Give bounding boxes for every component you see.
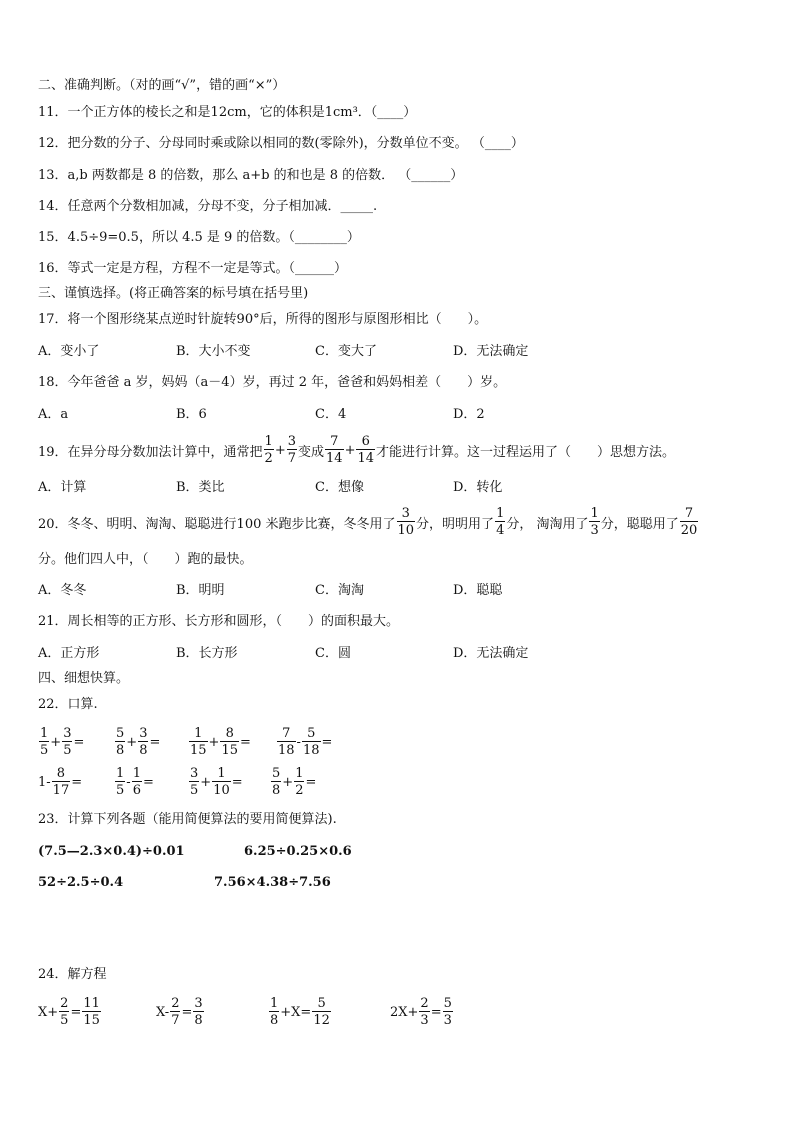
- equals-sign: =: [73, 734, 85, 750]
- prefix: 1-: [38, 774, 51, 790]
- equals-sign: =: [231, 774, 243, 790]
- equation-4: [390, 992, 454, 1032]
- fraction: $\frac{3}{8}$: [139, 726, 148, 758]
- fraction: $\frac{6}{14}$: [357, 434, 375, 466]
- operator: -: [126, 774, 131, 790]
- question-19: [38, 430, 675, 470]
- equals-sign: =: [430, 1004, 442, 1020]
- q20-option-c: C．淘淘: [315, 583, 364, 598]
- fraction: $\frac{5}{8}$: [116, 726, 125, 758]
- equation-2: [156, 992, 205, 1032]
- prefix: X-: [156, 1004, 170, 1020]
- q23-expression-2: 6.25÷0.25×0.6: [244, 844, 352, 859]
- q17-option-b: B．大小不变: [176, 344, 251, 359]
- q20-text-3: 分， 淘淘用了: [506, 516, 589, 532]
- oral-calc-item: [114, 762, 154, 802]
- fraction: $\frac{3}{10}$: [397, 506, 415, 538]
- plus-sign: +: [274, 442, 286, 458]
- question-14: 14．任意两个分数相加减，分母不变，分子相加减．_____.: [38, 199, 378, 214]
- q17-option-d: D．无法确定: [453, 344, 529, 359]
- section2-heading: 二、准确判断。（对的画“√”，错的画“×”）: [38, 78, 286, 93]
- fraction: $\frac{5}{18}$: [302, 726, 320, 758]
- q19-option-c: C．想像: [315, 480, 364, 495]
- fraction: $\frac{2}{5}$: [60, 996, 69, 1028]
- oral-calc-item: [38, 762, 82, 802]
- fraction: $\frac{2}{3}$: [420, 996, 429, 1028]
- fraction: $\frac{1}{2}$: [264, 434, 273, 466]
- fraction: $\frac{3}{5}$: [63, 726, 72, 758]
- question-21: 21．周长相等的正方形、长方形和圆形，（ ）的面积最大。: [38, 614, 400, 629]
- equals-sign: =: [149, 734, 161, 750]
- oral-calc-item: [270, 762, 316, 802]
- prefix: X+: [38, 1004, 59, 1020]
- q23-expression-4: 7.56×4.38÷7.56: [214, 875, 331, 890]
- fraction: $\frac{1}{5}$: [116, 766, 125, 798]
- q21-option-c: C．圆: [315, 646, 351, 661]
- fraction: $\frac{1}{10}$: [213, 766, 230, 798]
- fraction: $\frac{1}{3}$: [590, 506, 599, 538]
- fraction: $\frac{8}{15}$: [221, 726, 238, 758]
- fraction: $\frac{1}{6}$: [132, 766, 141, 798]
- question-22-title: 22．口算.: [38, 697, 98, 712]
- question-11: 11．一个正方体的棱长之和是12cm，它的体积是1cm³．（____）: [38, 105, 417, 120]
- fraction: $\frac{7}{14}$: [326, 434, 343, 466]
- fraction: $\frac{3}{8}$: [194, 996, 203, 1028]
- equals-sign: =: [71, 774, 83, 790]
- q19-suffix: 才能进行计算。这一过程运用了（ ）思想方法。: [376, 444, 676, 460]
- oral-calc-item: [188, 722, 251, 762]
- fraction: $\frac{7}{20}$: [680, 506, 698, 538]
- equals-sign: =: [240, 734, 251, 750]
- q17-option-a: A．变小了: [38, 344, 100, 359]
- fraction: $\frac{1}{15}$: [190, 726, 207, 758]
- operator: +: [50, 734, 62, 750]
- fraction: $\frac{5}{3}$: [443, 996, 452, 1028]
- q20-text-1: 20．冬冬、明明、淘淘、聪聪进行100 米跑步比赛，冬冬用了: [38, 516, 396, 532]
- equation-1: [38, 992, 102, 1032]
- q20-option-a: A．冬冬: [38, 583, 87, 598]
- fraction: $\frac{5}{12}$: [313, 996, 330, 1028]
- question-13: 13．a,b 两数都是 8 的倍数，那么 a+b 的和也是 8 的倍数． （______）: [38, 168, 464, 183]
- q19-option-d: D．转化: [453, 480, 503, 495]
- fraction: $\frac{7}{18}$: [278, 726, 295, 758]
- q19-mid: 变成: [298, 444, 325, 460]
- fraction: $\frac{5}{8}$: [272, 766, 281, 798]
- q21-option-b: B．长方形: [176, 646, 238, 661]
- q19-option-b: B．类比: [176, 480, 225, 495]
- question-20: [38, 502, 699, 542]
- q21-option-d: D．无法确定: [453, 646, 529, 661]
- fraction: $\frac{1}{2}$: [295, 766, 304, 798]
- oral-calc-item: [188, 762, 243, 802]
- equation-3: [268, 992, 332, 1032]
- oral-calc-item: [114, 722, 160, 762]
- oral-calc-item: [276, 722, 332, 762]
- fraction: $\frac{8}{17}$: [52, 766, 70, 798]
- section4-heading: 四、细想快算。: [38, 671, 130, 686]
- operator: -: [296, 734, 301, 750]
- q20-text-2: 分，明明用了: [416, 516, 495, 532]
- operator: +: [200, 774, 212, 790]
- q18-option-a: A．a: [38, 407, 69, 422]
- question-17: 17．将一个图形绕某点逆时针旋转90°后，所得的图形与原图形相比（ ）。: [38, 312, 488, 327]
- oral-calc-item: [38, 722, 84, 762]
- fraction: $\frac{1}{8}$: [270, 996, 279, 1028]
- prefix: 2X+: [390, 1004, 419, 1020]
- fraction: $\frac{3}{5}$: [190, 766, 199, 798]
- question-24-title: 24．解方程: [38, 967, 107, 982]
- operator: +: [126, 734, 138, 750]
- question-16: 16．等式一定是方程，方程不一定是等式。（______）: [38, 261, 348, 276]
- equals-sign: =: [305, 774, 317, 790]
- equals-sign: =: [70, 1004, 82, 1020]
- q20-text-4: 分，聪聪用了: [600, 516, 679, 532]
- q23-expression-3: 52÷2.5÷0.4: [38, 875, 124, 890]
- operator: +: [282, 774, 294, 790]
- q18-option-c: C．4: [315, 407, 347, 422]
- q19-prefix: 19．在异分母分数加法计算中，通常把: [38, 444, 263, 460]
- q20-option-b: B．明明: [176, 583, 225, 598]
- q23-expression-1: (7.5—2.3×0.4)÷0.01: [38, 844, 185, 859]
- fraction: $\frac{11}{15}$: [83, 996, 100, 1028]
- question-18: 18．今年爸爸 a 岁，妈妈（a－4）岁，再过 2 年，爸爸和妈妈相差（ ）岁。: [38, 375, 507, 390]
- q19-option-a: A．计算: [38, 480, 87, 495]
- fraction: $\frac{2}{7}$: [171, 996, 180, 1028]
- equals-sign: =: [142, 774, 154, 790]
- fraction: $\frac{1}{5}$: [40, 726, 49, 758]
- question-12: 12．把分数的分子、分母同时乘或除以相同的数(零除外)，分数单位不变。 （____）: [38, 136, 524, 151]
- question-15: 15．4.5÷9=0.5，所以 4.5 是 9 的倍数。（________）: [38, 230, 360, 245]
- equals-sign: =: [321, 734, 333, 750]
- q20-line-2: 分。他们四人中，（ ）跑的最快。: [38, 552, 253, 567]
- operator: +: [208, 734, 220, 750]
- q21-option-a: A．正方形: [38, 646, 100, 661]
- equals-sign: =: [181, 1004, 193, 1020]
- q18-option-d: D．2: [453, 407, 485, 422]
- fraction: $\frac{3}{7}$: [287, 434, 297, 466]
- fraction: $\frac{1}{4}$: [496, 506, 505, 538]
- question-23-title: 23．计算下列各题（能用简便算法的要用简便算法).: [38, 812, 337, 827]
- section3-heading: 三、谨慎选择。(将正确答案的标号填在括号里): [38, 286, 309, 301]
- q18-option-b: B．6: [176, 407, 207, 422]
- q20-option-d: D．聪聪: [453, 583, 503, 598]
- middle-text: +X=: [280, 1004, 312, 1020]
- plus-sign: +: [344, 442, 356, 458]
- q17-option-c: C．变大了: [315, 344, 377, 359]
